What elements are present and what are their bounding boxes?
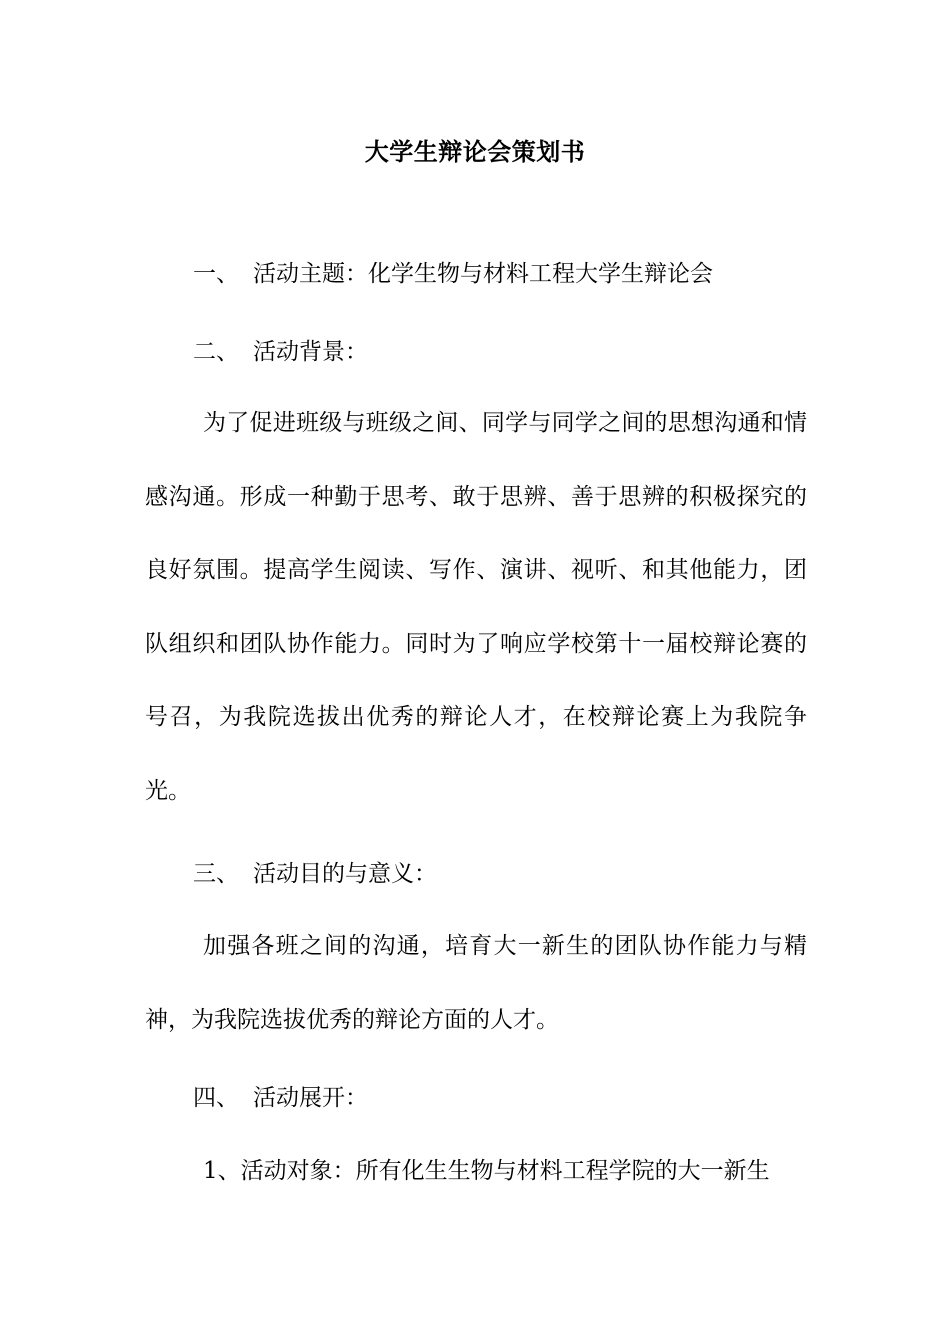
section-heading-4	[193, 1082, 368, 1114]
section-heading-text: 活动主题：化学生物与材料工程大学生辩论会	[253, 261, 713, 287]
section-heading-text: 活动背景：	[253, 339, 368, 365]
section-heading-text: 活动展开：	[253, 1085, 368, 1111]
section-heading-3	[193, 858, 437, 890]
section-heading-text: 活动目的与意义：	[253, 861, 437, 887]
section-body-background: 为了促进班级与班级之间、同学与同学之间的思想沟通和情感沟通。形成一种勤于思考、敢于思辨、善于思辨的积极探究的良好氛围。提高学生阅读、写作、演讲、视听、和其他能力，团队组织和团队协作能力。同时为了响应学校第十一届校辩论赛的号召，为我院选拔出优秀的辩论人才，在校辩论赛上为我院争光。	[145, 410, 807, 804]
section-number: 三、	[193, 861, 239, 887]
section-heading-1	[193, 258, 713, 290]
section-body-purpose: 加强各班之间的沟通，培育大一新生的团队协作能力与精神，为我院选拔优秀的辩论方面的人才。	[145, 933, 807, 1033]
section-number: 一、	[193, 261, 239, 287]
document-title: 大学生辩论会策划书	[364, 137, 586, 166]
list-item: 1、活动对象：所有化生生物与材料工程学院的大一新生	[203, 1158, 770, 1184]
section-number: 二、	[193, 339, 239, 365]
section-heading-2	[193, 336, 368, 368]
section-number: 四、	[193, 1085, 239, 1111]
